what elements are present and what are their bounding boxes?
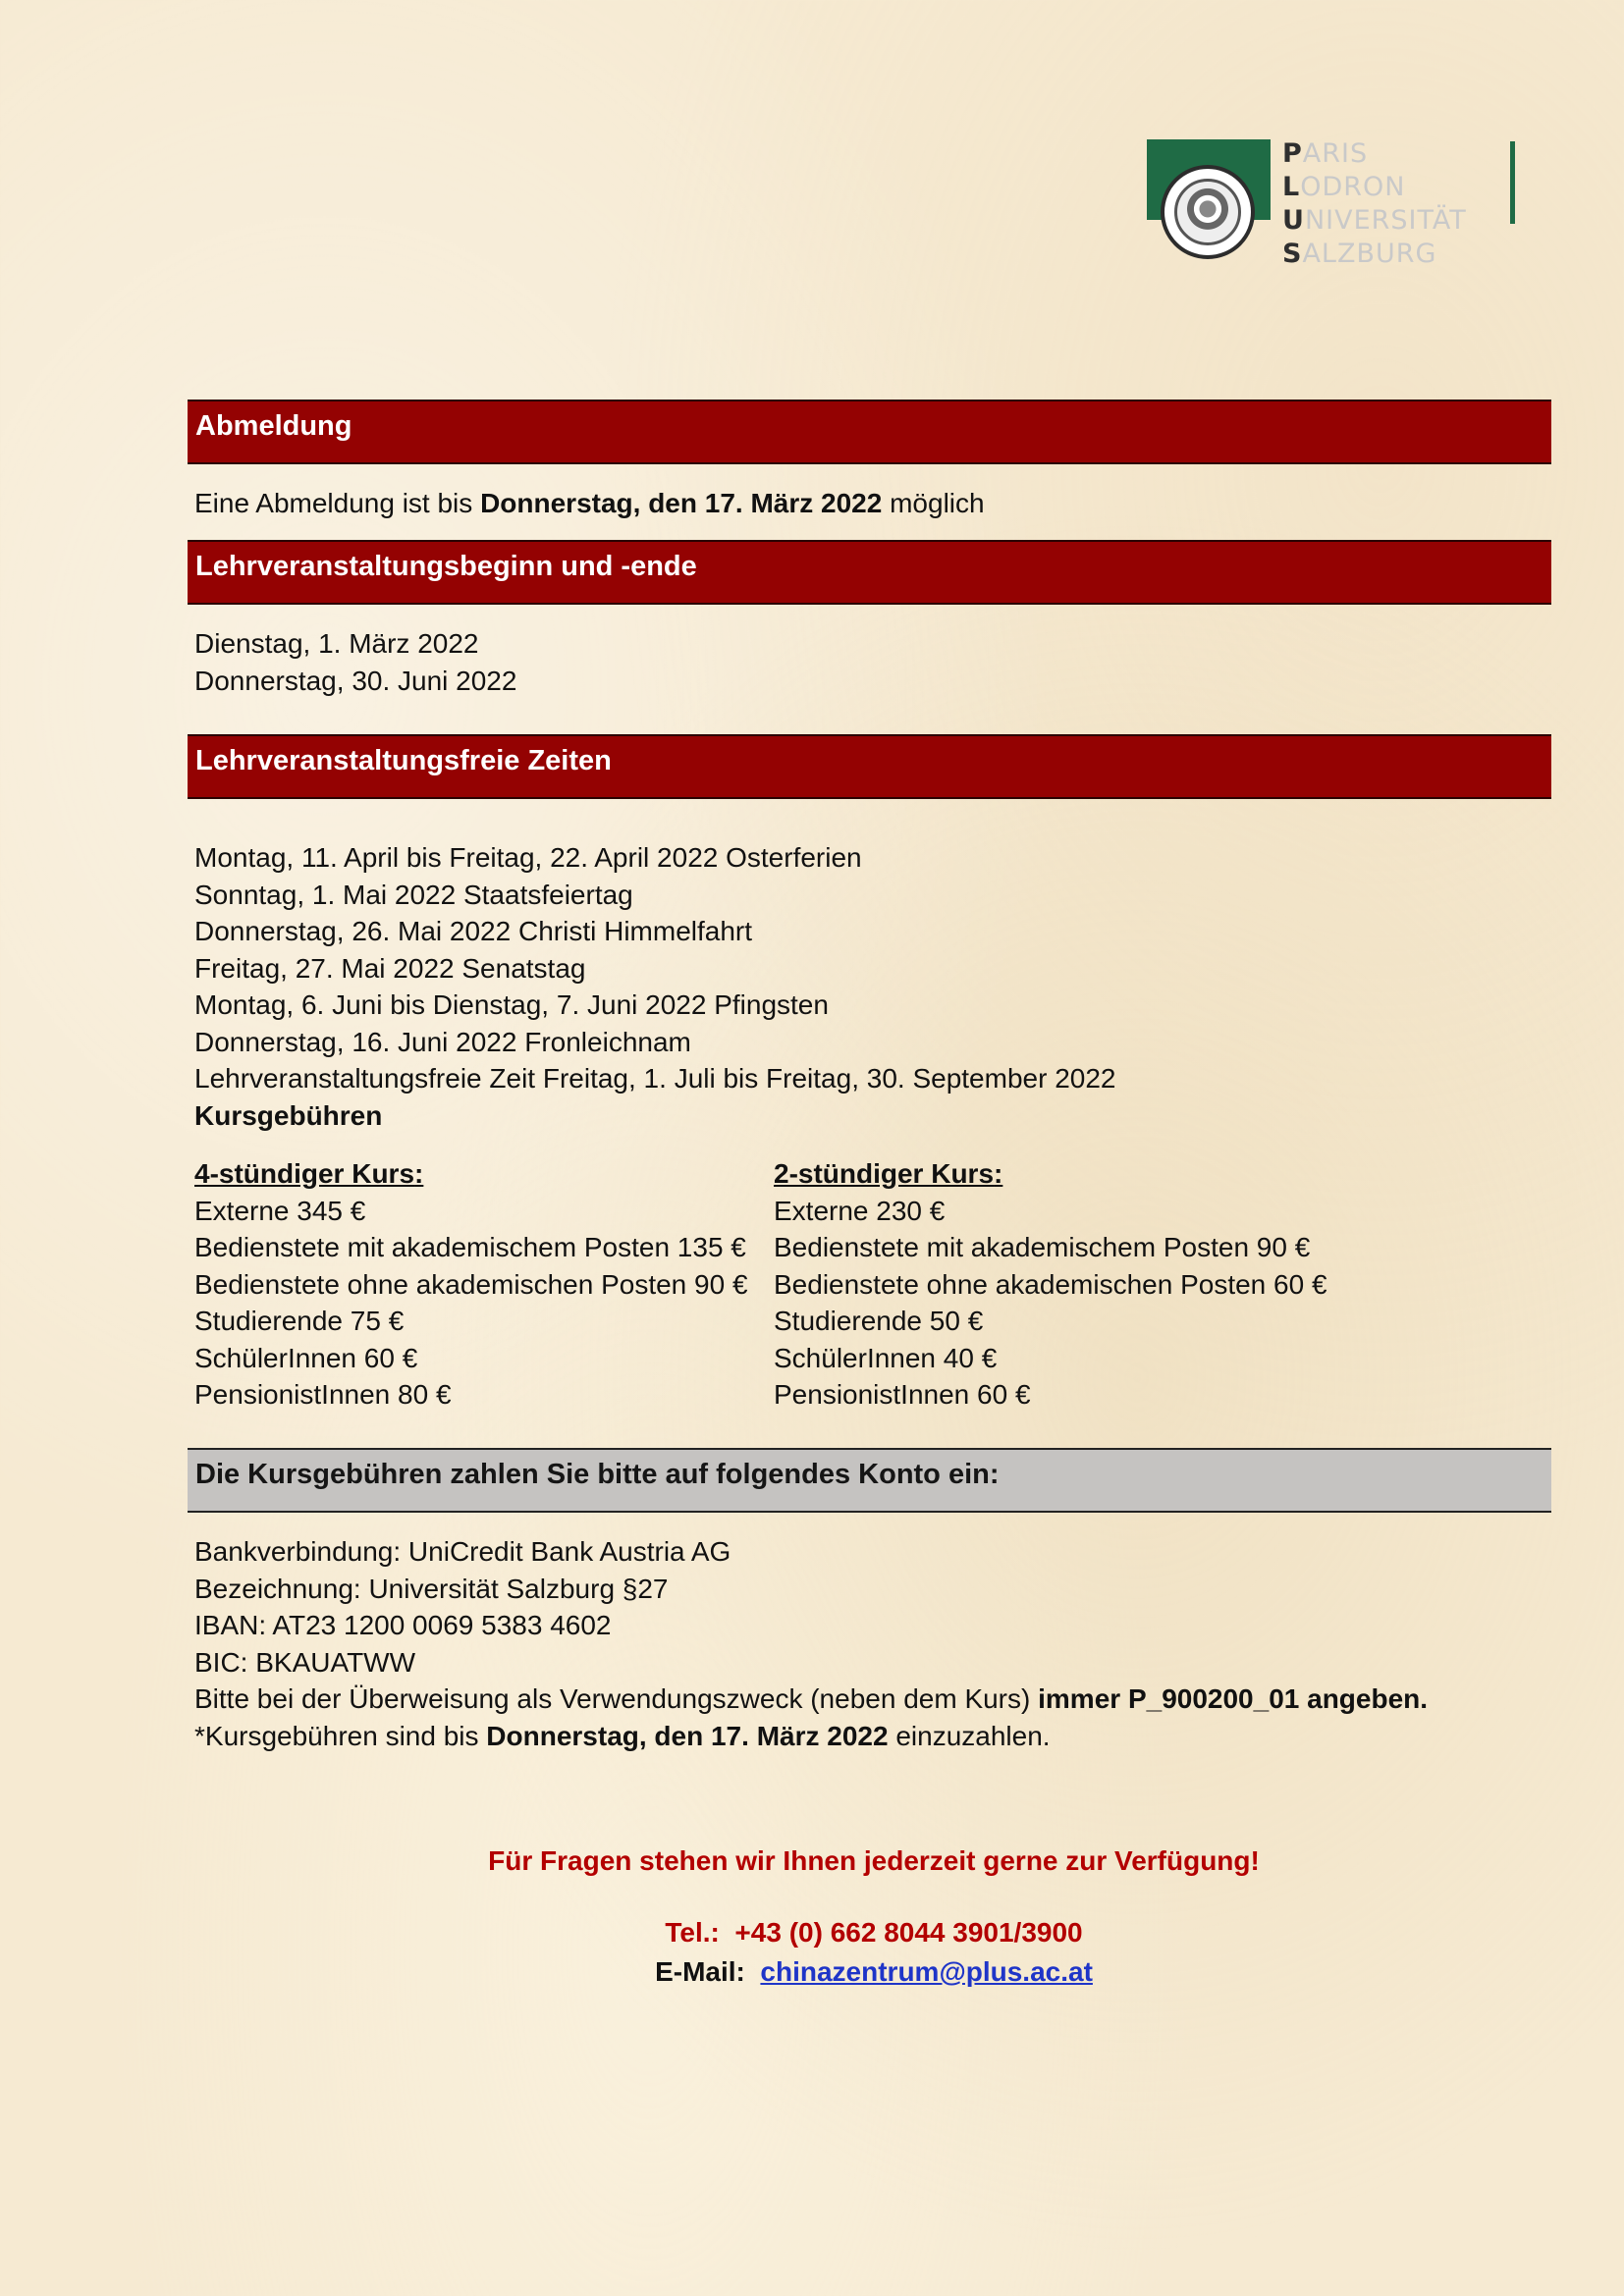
payment-deadline: *Kursgebühren sind bis Donnerstag, den 17. März 2022 einzuzahlen.: [194, 1720, 1051, 1751]
logo-seal-icon: [1161, 165, 1255, 259]
section-header-lv-beginn: [188, 540, 1551, 605]
section-title: Lehrveranstaltungsfreie Zeiten: [195, 745, 612, 776]
logo-divider: [1510, 141, 1515, 224]
contact-email: E-Mail: chinazentrum@plus.ac.at: [655, 1956, 1093, 1987]
university-logo: [1147, 137, 1530, 275]
lv-beginn-dates: [194, 625, 516, 699]
section-header-lv-frei: [188, 734, 1551, 799]
list-item: Bedienstete mit akademischem Posten 135 €: [194, 1232, 746, 1262]
list-item: Bedienstete ohne akademischen Posten 90 €: [194, 1268, 748, 1300]
logo-wordmark: PARIS LODRON UNIVERSITÄT SALZBURG: [1282, 138, 1467, 269]
abmeldung-text: Eine Abmeldung ist bis Donnerstag, den 17. März 2022 möglich: [194, 488, 985, 518]
list-item: PensionistInnen 60 €: [774, 1379, 1031, 1410]
lv-frei-list: [194, 839, 1116, 1134]
list-item: Montag, 6. Juni bis Dienstag, 7. Juni 2022 Pfingsten: [194, 989, 829, 1020]
section-title: Abmeldung: [195, 410, 352, 442]
contact-question: Für Fragen stehen wir Ihnen jederzeit gerne zur Verfügung!: [488, 1845, 1260, 1876]
list-item: IBAN: AT23 1200 0069 5383 4602: [194, 1610, 612, 1640]
list-item: Dienstag, 1. März 2022: [194, 628, 479, 659]
bank-details: [194, 1533, 1428, 1754]
list-item: Externe 230 €: [774, 1195, 946, 1226]
list-item: Bedienstete ohne akademischen Posten 60 €: [774, 1268, 1327, 1300]
section-title: Die Kursgebühren zahlen Sie bitte auf folgendes Konto ein:: [195, 1459, 1000, 1490]
list-item: Donnerstag, 30. Juni 2022: [194, 665, 517, 696]
fees-col-2h: 2-stündiger Kurs: Externe 230 € Bedienstete mit akademischem Posten 90 € Bedienstete ohne akademischen Posten 60 € Studierende 50 € SchülerInnen 40 € PensionistInnen 60 €: [774, 1155, 1327, 1414]
payment-reference: Bitte bei der Überweisung als Verwendungszweck (neben dem Kurs) immer P_900200_01 angeben.: [194, 1683, 1429, 1714]
list-item: Bankverbindung: UniCredit Bank Austria AG: [194, 1536, 731, 1567]
fees-col-title: 4-stündiger Kurs: [194, 1158, 415, 1189]
email-link[interactable]: chinazentrum@plus.ac.at: [760, 1956, 1093, 1987]
list-item: Lehrveranstaltungsfreie Zeit Freitag, 1. Juli bis Freitag, 30. September 2022: [194, 1063, 1116, 1094]
list-item: Montag, 11. April bis Freitag, 22. April 2022 Osterferien: [194, 842, 862, 873]
contact-phone: Tel.: +43 (0) 662 8044 3901/3900: [665, 1917, 1083, 1948]
list-item: Bezeichnung: Universität Salzburg §27: [194, 1573, 669, 1604]
list-item: Donnerstag, 26. Mai 2022 Christi Himmelfahrt: [194, 916, 753, 946]
list-item: Sonntag, 1. Mai 2022 Staatsfeiertag: [194, 879, 633, 910]
list-item: BIC: BKAUATWW: [194, 1646, 416, 1678]
list-item: SchülerInnen 60 €: [194, 1342, 418, 1373]
list-item: PensionistInnen 80 €: [194, 1379, 452, 1410]
section-header-abmeldung: [188, 400, 1551, 464]
fees-col-4h: 4-stündiger Kurs: Externe 345 € Bedienstete mit akademischem Posten 135 € Bedienstete ohne akademischen Posten 90 € Studierende 75 € SchülerInnen 60 € PensionistInnen 80 €: [194, 1155, 748, 1414]
list-item: SchülerInnen 40 €: [774, 1342, 998, 1373]
list-item: Bedienstete mit akademischem Posten 90 €: [774, 1232, 1311, 1262]
list-item: Studierende 75 €: [194, 1306, 405, 1336]
list-item: Externe 345 €: [194, 1195, 366, 1226]
fees-col-title: 2-stündiger Kurs: [774, 1158, 995, 1189]
section-header-konto: [188, 1448, 1551, 1513]
list-item: Freitag, 27. Mai 2022 Senatstag: [194, 952, 586, 984]
list-item: Studierende 50 €: [774, 1306, 984, 1336]
section-title: Lehrveranstaltungsbeginn und -ende: [195, 551, 697, 582]
list-item: Donnerstag, 16. Juni 2022 Fronleichnam: [194, 1026, 691, 1057]
fees-heading: Kursgebühren: [194, 1099, 383, 1131]
